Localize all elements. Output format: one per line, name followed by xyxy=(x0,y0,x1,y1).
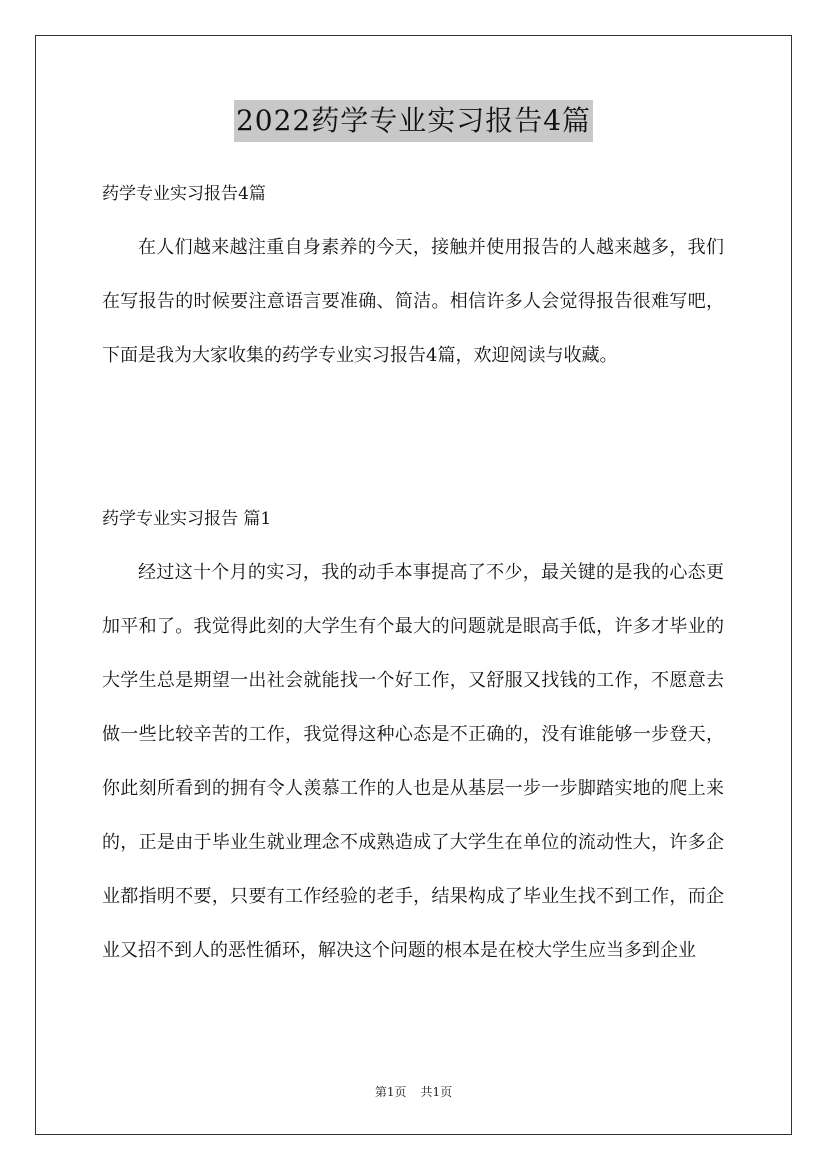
section-paragraph: 经过这十个月的实习，我的动手本事提高了不少，最关键的是我的心态更加平和了。我觉得此刻的大学生有个最大的问题就是眼高手低，许多才毕业的大学生总是期望一出社会就能找一个好工作，又舒服又找钱的工作，不愿意去做一些比较辛苦的工作，我觉得这种心态是不正确的，没有谁能够一步登天，你此刻所看到的拥有令人羡慕工作的人也是从基层一步一步脚踏实地的爬上来的，正是由于毕业生就业理念不成熟造成了大学生在单位的流动性大，许多企业都指明不要，只要有工作经验的老手，结果构成了毕业生找不到工作，而企业又招不到人的恶性循环，解决这个问题的根本是在校大学生应当多到企业 xyxy=(102,562,724,961)
page-number: 第1页 xyxy=(374,1085,407,1099)
intro-paragraph: 在人们越来越注重自身素养的今天，接触并使用报告的人越来越多，我们在写报告的时候要注意语言要准确、简洁。相信许多人会觉得报告很难写吧，下面是我为大家收集的药学专业实习报告4篇，欢迎阅读与收藏。 xyxy=(102,237,724,366)
document-title-text: 2022药学专业实习报告4篇 xyxy=(234,100,593,142)
document-subtitle: 药学专业实习报告4篇 xyxy=(102,184,266,204)
section-heading: 药学专业实习报告 篇1 xyxy=(102,509,272,529)
document-title xyxy=(0,100,827,142)
page-total: 共1页 xyxy=(420,1085,453,1099)
page-footer xyxy=(0,1083,827,1101)
